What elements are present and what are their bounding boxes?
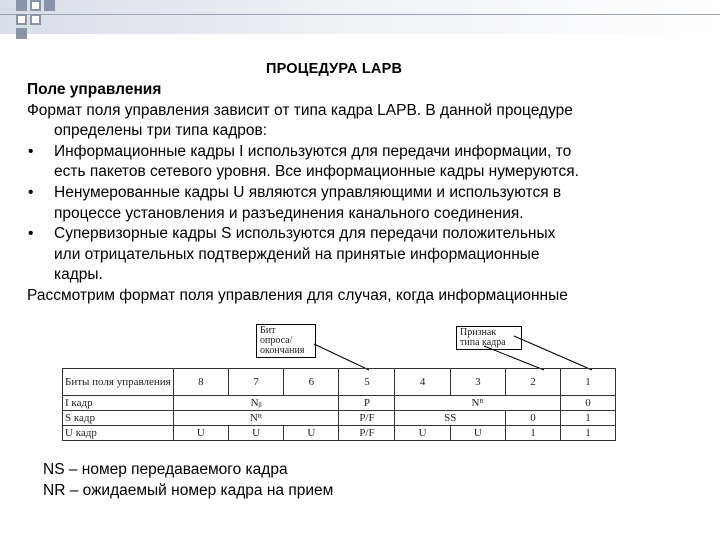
table-cell: 1 (560, 411, 615, 426)
bullet-line: есть пакетов сетевого уровня. Все информационные кадры нумеруются. (54, 163, 579, 181)
decor-square (44, 0, 55, 11)
bullet-item (27, 183, 707, 224)
table-header-row (63, 369, 616, 396)
header-cell: 7 (228, 369, 283, 396)
control-field-figure (44, 322, 616, 456)
callout-line: Бит (260, 325, 276, 336)
bullet-marker: • (28, 142, 34, 160)
row-label: U кадр (63, 426, 174, 441)
header-cell: 6 (284, 369, 339, 396)
table-cell: P/F (339, 411, 395, 426)
slide-body (27, 80, 707, 307)
callout-line: Признак (460, 327, 497, 338)
header-cell: 1 (560, 369, 615, 396)
bullet-line: кадры. (54, 266, 103, 284)
table-cell: 0 (505, 411, 560, 426)
decor-square (16, 28, 27, 39)
table-cell: Nᴿ (395, 396, 561, 411)
leader-line (484, 346, 544, 370)
callout-line: опроса/ (260, 335, 293, 346)
header-cell: 2 (505, 369, 560, 396)
header-cell: 3 (450, 369, 505, 396)
decor-square (16, 0, 27, 11)
callout-line: окончания (260, 345, 305, 356)
table-cell: U (395, 426, 450, 441)
table-cell: 1 (560, 426, 615, 441)
table-cell: U (284, 426, 339, 441)
bullet-line: процессе установления и разъединения канального соединения. (54, 204, 524, 222)
intro-line: определены три типа кадров: (54, 122, 268, 140)
slide-title: ПРОЦЕДУРА LAPB (266, 61, 403, 77)
intro-line: Формат поля управления зависит от типа кадра LAPB. В данной процедуре (27, 101, 573, 119)
header-cell: 4 (395, 369, 450, 396)
table-cell: Nᵦ (173, 396, 339, 411)
legend-notes (43, 460, 333, 501)
table-row (63, 426, 616, 441)
table-cell: U (173, 426, 228, 441)
callout-line: типа кадра (460, 337, 506, 348)
table-cell: P (339, 396, 395, 411)
table-cell: 1 (505, 426, 560, 441)
row-label: I кадр (63, 396, 174, 411)
bullet-line: Ненумерованные кадры U являются управляющими и используются в (54, 183, 562, 201)
table-cell: 0 (560, 396, 615, 411)
table-cell: P/F (339, 426, 395, 441)
leader-line (514, 336, 592, 370)
header-band (0, 0, 720, 34)
header-cell: 5 (339, 369, 395, 396)
bullet-line: Информационные кадры I используются для передачи информации, то (54, 142, 572, 160)
bullet-item (27, 142, 707, 183)
table-cell: SS (395, 411, 506, 426)
table-cell: U (228, 426, 283, 441)
decor-square (30, 14, 41, 25)
bullet-marker: • (28, 183, 34, 201)
row-label: S кадр (63, 411, 174, 426)
table-cell: Nᴿ (173, 411, 339, 426)
bullet-item (27, 224, 707, 286)
table-row (63, 411, 616, 426)
header-cell: Биты поля управления (63, 369, 174, 396)
decor-square (16, 14, 27, 25)
note-line: NR – ожидаемый номер кадра на прием (43, 481, 334, 499)
section-heading: Поле управления (27, 81, 162, 98)
bullet-marker: • (28, 225, 34, 243)
leader-line (314, 344, 369, 370)
table-cell: U (450, 426, 505, 441)
header-cell: 8 (173, 369, 228, 396)
table-row (63, 396, 616, 411)
note-line: NS – номер передаваемого кадра (43, 461, 288, 478)
control-field-table (62, 368, 616, 441)
decor-square (30, 0, 41, 11)
bullet-line: Супервизорные кадры S используются для передачи положительных (54, 225, 556, 243)
bullet-line: или отрицательных подтверждений на принятые информационные (54, 245, 540, 263)
header-rule (0, 14, 720, 15)
closing-line: Рассмотрим формат поля управления для случая, когда информационные (27, 286, 568, 304)
